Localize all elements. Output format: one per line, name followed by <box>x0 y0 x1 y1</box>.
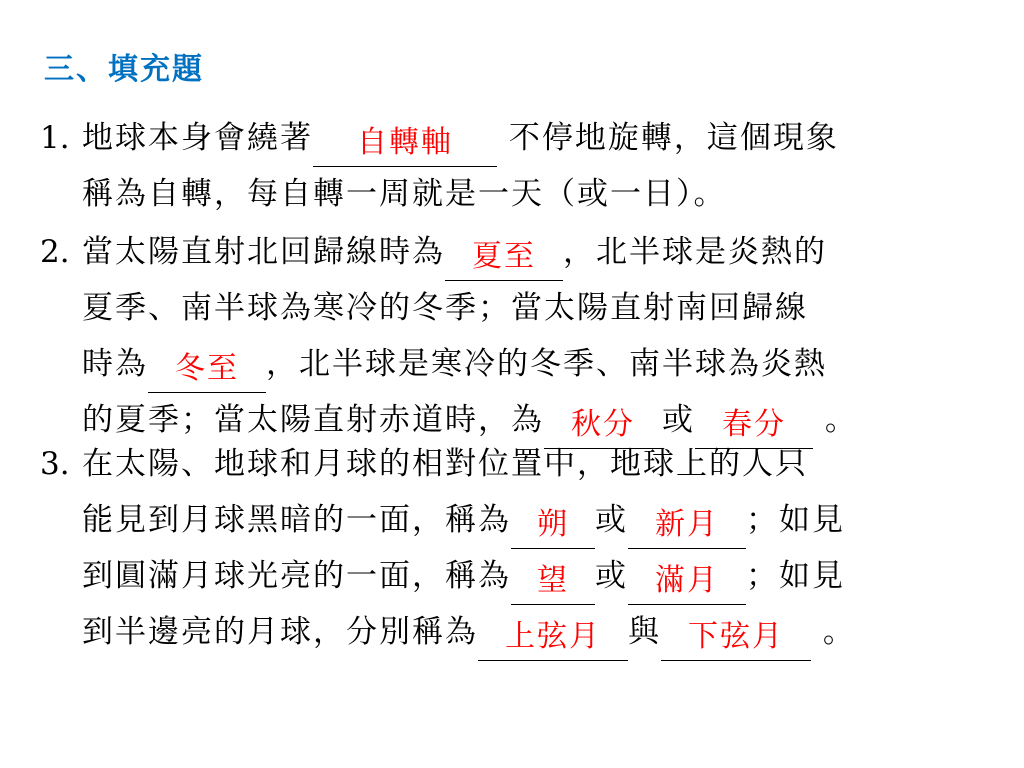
answer-text: 滿月 <box>655 563 719 598</box>
answer-blank <box>148 352 266 393</box>
question-text: 夏季、南半球為寒冷的冬季；當太陽直射南回歸線 <box>82 290 808 326</box>
question-text: 不停地旋轉，這個現象 <box>497 120 839 156</box>
answer-text: 秋分 <box>571 407 635 442</box>
answer-blank <box>628 508 746 549</box>
answer-text: 望 <box>537 563 569 598</box>
answer-blank <box>478 620 628 661</box>
question-text: 時為 <box>82 346 148 382</box>
question-text: 或 <box>595 558 628 594</box>
question-1 <box>40 110 980 222</box>
question-text: 到半邊亮的月球，分別稱為 <box>82 614 478 650</box>
answer-blank <box>661 620 811 661</box>
question-number: 2. <box>40 234 70 270</box>
question-text: 。 <box>813 402 858 438</box>
section-heading: 三、填充題 <box>44 52 204 87</box>
answer-blank <box>445 240 563 281</box>
question-text: 當太陽直射北回歸線時為 <box>82 234 445 270</box>
answer-text: 夏至 <box>472 239 536 274</box>
question-text: ，北半球是炎熱的 <box>563 234 827 270</box>
question-text: 的夏季；當太陽直射赤道時，為 <box>82 402 544 438</box>
answer-blank <box>628 564 746 605</box>
answer-text: 新月 <box>655 507 719 542</box>
answer-text: 下弦月 <box>688 619 784 654</box>
question-2 <box>40 224 980 448</box>
question-text: ；如見 <box>746 502 845 538</box>
question-text: 。 <box>811 614 856 650</box>
answer-blank <box>313 126 497 167</box>
question-3 <box>40 436 980 660</box>
question-text: 或 <box>662 402 695 438</box>
question-text: 地球本身會繞著 <box>82 120 313 156</box>
question-text: 能見到月球黑暗的一面，稱為 <box>82 502 511 538</box>
answer-blank <box>511 564 595 605</box>
question-number: 1. <box>40 120 70 156</box>
question-text: 或 <box>595 502 628 538</box>
answer-blank <box>511 508 595 549</box>
answer-text: 自轉軸 <box>357 125 453 160</box>
question-text: 到圓滿月球光亮的一面，稱為 <box>82 558 511 594</box>
question-text: 稱為自轉，每自轉一周就是一天（或一日）。 <box>82 176 727 212</box>
question-text: ，北半球是寒冷的冬季、南半球為炎熱 <box>266 346 827 382</box>
question-text: 與 <box>628 614 661 650</box>
answer-text: 春分 <box>722 407 786 442</box>
question-number: 3. <box>40 446 70 482</box>
answer-text: 上弦月 <box>505 619 601 654</box>
question-text: ；如見 <box>746 558 845 594</box>
answer-text: 冬至 <box>175 351 239 386</box>
answer-text: 朔 <box>537 507 569 542</box>
question-text: 在太陽、地球和月球的相對位置中，地球上的人只 <box>82 446 808 482</box>
